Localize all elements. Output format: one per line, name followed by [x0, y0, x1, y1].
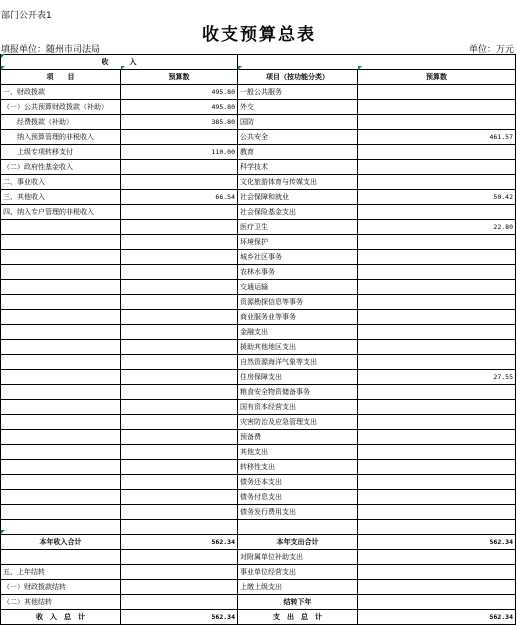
expense-item-cell: 债务发行费用支出 [238, 505, 358, 520]
income-item-cell: 一、财政拨款 [1, 85, 121, 100]
table-row [1, 175, 516, 190]
income-amount-cell [121, 175, 238, 190]
expense-amount-cell [358, 460, 516, 475]
expense-item-cell: 国有资本经营支出 [238, 400, 358, 415]
table-row [1, 355, 516, 370]
table-row [1, 325, 516, 340]
expense-amount-cell [358, 250, 516, 265]
expense-item-cell: 农林水事务 [238, 265, 358, 280]
expense-item-cell: 债务还本支出 [238, 475, 358, 490]
income-item-cell: 纳入预算管理的非税收入 [1, 130, 121, 145]
expense-amount-cell [358, 310, 516, 325]
expense-amount-cell [358, 265, 516, 280]
income-amount-cell [121, 265, 238, 280]
expense-item-cell: 债务付息支出 [238, 490, 358, 505]
col-expense-item: 项目（按功能分类） [238, 70, 358, 85]
year-expense-total-value: 562.34 [358, 535, 516, 550]
income-item-cell [1, 295, 121, 310]
expense-item-cell: 一般公共服务 [238, 85, 358, 100]
income-item-cell: （二）政府性基金收入 [1, 160, 121, 175]
expense-amount-cell: 461.57 [358, 130, 516, 145]
income-item-cell: （一）财政拨款结转 [1, 580, 121, 595]
expense-amount-cell: 27.55 [358, 370, 516, 385]
expense-amount-cell [358, 340, 516, 355]
income-amount-cell [121, 160, 238, 175]
income-grand-total-label: 收 入 总 计 [1, 610, 121, 625]
table-row [1, 490, 516, 505]
expense-item-cell: 外交 [238, 100, 358, 115]
income-amount-cell [121, 490, 238, 505]
table-row [1, 460, 516, 475]
income-amount-cell [121, 235, 238, 250]
expense-item-cell [238, 520, 358, 535]
income-amount-cell [121, 280, 238, 295]
income-item-cell [1, 265, 121, 280]
expense-item-cell: 其他支出 [238, 445, 358, 460]
expense-amount-cell [358, 505, 516, 520]
expense-item-cell: 文化旅游体育与传媒支出 [238, 175, 358, 190]
income-item-cell [1, 460, 121, 475]
expense-item-cell: 金融支出 [238, 325, 358, 340]
expense-amount-cell [358, 565, 516, 580]
income-amount-cell: 385.80 [121, 115, 238, 130]
table-row [1, 220, 516, 235]
table-row [1, 280, 516, 295]
income-item-cell [1, 445, 121, 460]
income-amount-cell: 66.54 [121, 190, 238, 205]
table-header-row [1, 55, 516, 70]
expense-item-cell: 住房保障支出 [238, 370, 358, 385]
table-row [1, 265, 516, 280]
income-amount-cell [121, 310, 238, 325]
expense-amount-cell [358, 145, 516, 160]
income-amount-cell [121, 460, 238, 475]
table-row [1, 580, 516, 595]
income-item-cell [1, 340, 121, 355]
income-item-cell [1, 475, 121, 490]
income-amount-cell: 110.00 [121, 145, 238, 160]
table-row [1, 100, 516, 115]
income-amount-cell [121, 505, 238, 520]
expense-amount-cell [358, 175, 516, 190]
expense-item-cell: 商业服务业等事务 [238, 310, 358, 325]
expense-amount-cell [358, 355, 516, 370]
income-amount-cell [121, 205, 238, 220]
expense-amount-cell [358, 400, 516, 415]
income-item-cell [1, 325, 121, 340]
income-amount-cell [121, 475, 238, 490]
income-item-cell [1, 505, 121, 520]
expense-amount-cell [358, 580, 516, 595]
expense-item-cell: 粮食安全物资储备事务 [238, 385, 358, 400]
expense-amount-cell [358, 100, 516, 115]
income-amount-cell [121, 430, 238, 445]
income-amount-cell [121, 325, 238, 340]
table-tag: 部门公开表1 [1, 11, 52, 21]
income-amount-cell [121, 370, 238, 385]
expense-amount-cell [358, 430, 516, 445]
reporting-unit: 填报单位：随州市司法局 [1, 45, 101, 55]
income-item-cell [1, 415, 121, 430]
income-section-header: 收 入 [1, 55, 238, 70]
expense-amount-cell [358, 115, 516, 130]
income-item-cell [1, 310, 121, 325]
income-amount-cell [121, 520, 238, 535]
table-row [1, 385, 516, 400]
income-amount-cell [121, 445, 238, 460]
income-amount-cell: 495.80 [121, 85, 238, 100]
expense-amount-cell [358, 235, 516, 250]
income-item-cell: （二）其他结转 [1, 595, 121, 610]
income-item-cell [1, 520, 121, 535]
expense-item-cell: 结转下年 [238, 595, 358, 610]
income-item-cell [1, 550, 121, 565]
expense-amount-cell [358, 160, 516, 175]
col-income-amount: 预算数 [121, 70, 238, 85]
table-row [1, 250, 516, 265]
year-income-total-label: 本年收入合计 [1, 535, 121, 550]
income-item-cell [1, 355, 121, 370]
table-row [1, 415, 516, 430]
expense-amount-cell [358, 205, 516, 220]
expense-item-cell: 转移性支出 [238, 460, 358, 475]
expense-item-cell: 医疗卫生 [238, 220, 358, 235]
income-amount-cell [121, 595, 238, 610]
income-amount-cell [121, 550, 238, 565]
expense-item-cell: 上缴上级支出 [238, 580, 358, 595]
table-row [1, 130, 516, 145]
income-item-cell: 经费拨款（补助） [1, 115, 121, 130]
income-amount-cell [121, 580, 238, 595]
grand-total-row [1, 610, 516, 625]
income-amount-cell [121, 415, 238, 430]
expense-amount-cell: 50.42 [358, 190, 516, 205]
table-row [1, 550, 516, 565]
income-item-cell [1, 220, 121, 235]
table-row [1, 310, 516, 325]
table-row [1, 295, 516, 310]
income-item-cell [1, 400, 121, 415]
column-header-row [1, 70, 516, 85]
expense-amount-cell [358, 475, 516, 490]
expense-amount-cell [358, 520, 516, 535]
budget-table [0, 54, 516, 625]
expense-item-cell: 对附属单位补助支出 [238, 550, 358, 565]
income-amount-cell [121, 565, 238, 580]
page-title: 收支预算总表 [202, 25, 316, 45]
expense-amount-cell [358, 385, 516, 400]
income-item-cell: 三、其他收入 [1, 190, 121, 205]
table-row [1, 205, 516, 220]
expense-item-cell: 公共安全 [238, 130, 358, 145]
expense-amount-cell [358, 280, 516, 295]
cell-marker [358, 66, 362, 70]
year-expense-total-label: 本年支出合计 [238, 535, 358, 550]
table-row [1, 475, 516, 490]
table-row [1, 565, 516, 580]
table-row [1, 430, 516, 445]
income-amount-cell [121, 220, 238, 235]
income-amount-cell [121, 295, 238, 310]
table-row [1, 115, 516, 130]
year-total-row [1, 535, 516, 550]
cell-marker [1, 530, 5, 534]
expense-amount-cell [358, 595, 516, 610]
expense-amount-cell [358, 325, 516, 340]
income-amount-cell [121, 130, 238, 145]
table-row [1, 85, 516, 100]
cell-marker [121, 66, 125, 70]
income-amount-cell [121, 340, 238, 355]
income-item-cell [1, 235, 121, 250]
table-row [1, 340, 516, 355]
expense-item-cell: 交通运输 [238, 280, 358, 295]
income-item-cell: 二、事业收入 [1, 175, 121, 190]
table-row [1, 190, 516, 205]
expense-amount-cell [358, 490, 516, 505]
table-row [1, 520, 516, 535]
table-row [1, 445, 516, 460]
income-item-cell [1, 370, 121, 385]
income-item-cell [1, 490, 121, 505]
income-item-cell [1, 280, 121, 295]
expense-item-cell: 科学技术 [238, 160, 358, 175]
expense-item-cell: 自然资源海洋气象等支出 [238, 355, 358, 370]
expense-grand-total-label: 支 出 总 计 [238, 610, 358, 625]
income-item-cell: 上级专项转移支付 [1, 145, 121, 160]
expense-amount-cell [358, 415, 516, 430]
income-amount-cell [121, 400, 238, 415]
income-amount-cell [121, 355, 238, 370]
expense-item-cell: 国防 [238, 115, 358, 130]
table-row [1, 595, 516, 610]
income-item-cell [1, 250, 121, 265]
income-item-cell [1, 430, 121, 445]
income-amount-cell [121, 250, 238, 265]
col-income-item: 项 目 [1, 70, 121, 85]
expense-item-cell: 预备费 [238, 430, 358, 445]
table-row [1, 235, 516, 250]
expense-item-cell: 教育 [238, 145, 358, 160]
cell-marker [238, 66, 242, 70]
expense-item-cell: 援助其他地区支出 [238, 340, 358, 355]
expense-amount-cell [358, 85, 516, 100]
expense-item-cell: 资源勘探信息等事务 [238, 295, 358, 310]
col-expense-amount: 预算数 [358, 70, 516, 85]
income-item-cell: （一）公共预算财政拨款（补助） [1, 100, 121, 115]
expense-item-cell: 灾害防治及应急管理支出 [238, 415, 358, 430]
income-item-cell [1, 385, 121, 400]
table-row [1, 145, 516, 160]
expense-item-cell: 环境保护 [238, 235, 358, 250]
table-row [1, 160, 516, 175]
expense-amount-cell [358, 295, 516, 310]
expense-amount-cell [358, 445, 516, 460]
expense-amount-cell [358, 550, 516, 565]
currency-unit: 单位：万元 [468, 45, 514, 55]
expense-amount-cell: 22.80 [358, 220, 516, 235]
income-amount-cell: 495.80 [121, 100, 238, 115]
expense-grand-total-value: 562.34 [358, 610, 516, 625]
income-item-cell: 四、纳入专户管理的非税收入 [1, 205, 121, 220]
table-row [1, 370, 516, 385]
expense-item-cell: 城乡社区事务 [238, 250, 358, 265]
expense-item-cell: 社会保障和就业 [238, 190, 358, 205]
income-amount-cell [121, 385, 238, 400]
cell-marker [1, 66, 5, 70]
expense-item-cell: 社会保险基金支出 [238, 205, 358, 220]
table-row [1, 400, 516, 415]
expense-section-header [238, 55, 516, 70]
year-income-total-value: 562.34 [121, 535, 238, 550]
income-grand-total-value: 562.34 [121, 610, 238, 625]
expense-item-cell: 事业单位经营支出 [238, 565, 358, 580]
income-item-cell: 五、上年结转 [1, 565, 121, 580]
table-row [1, 505, 516, 520]
cell-marker [1, 54, 5, 58]
